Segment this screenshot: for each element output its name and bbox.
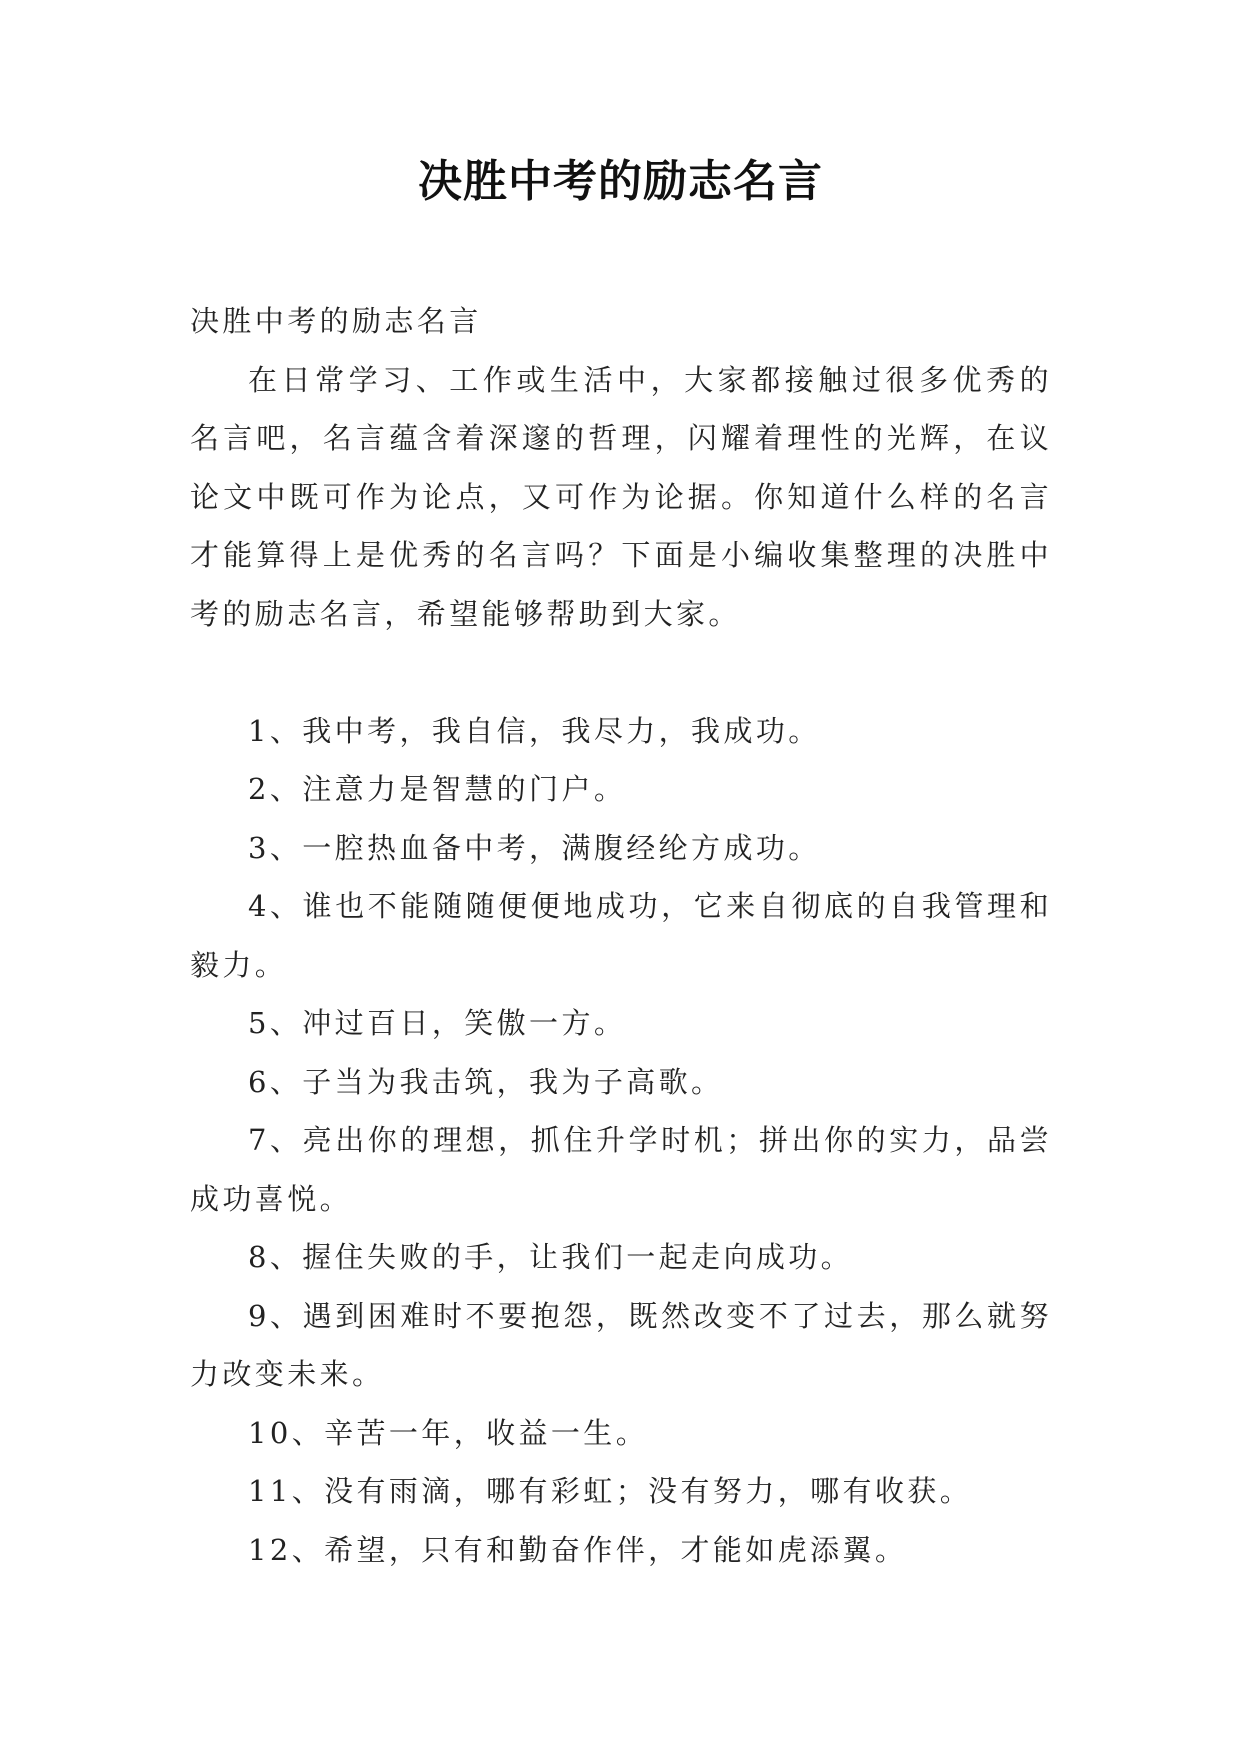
- quote-item-12: 12、希望，只有和勤奋作伴，才能如虎添翼。: [248, 1532, 908, 1567]
- quote-item-4: 4、谁也不能随随便便地成功，它来自彻底的自我管理和毅力。: [190, 889, 1052, 982]
- quote-item-5: 5、冲过百日，笑傲一方。: [248, 1006, 627, 1040]
- document-title: 决胜中考的励志名言: [418, 156, 823, 207]
- quote-item-2: 2、注意力是智慧的门户。: [248, 772, 627, 806]
- quote-item-8: 8、握住失败的手，让我们一起走向成功。: [248, 1240, 854, 1274]
- quote-item-3: 3、一腔热血备中考，满腹经纶方成功。: [248, 830, 821, 865]
- quote-item-9: 9、遇到困难时不要抱怨，既然改变不了过去，那么就努力改变未来。: [190, 1298, 1052, 1391]
- quote-item-11: 11、没有雨滴，哪有彩虹；没有努力，哪有收获。: [248, 1474, 973, 1508]
- quote-item-7: 7、亮出你的理想，抓住升学时机；拼出你的实力，品尝成功喜悦。: [190, 1123, 1052, 1216]
- document-subtitle: 决胜中考的励志名言: [190, 304, 482, 338]
- intro-paragraph: 在日常学习、工作或生活中，大家都接触过很多优秀的名言吧，名言蕴含着深邃的哲理，闪耀着理性的光辉，在议论文中既可作为论点，又可作为论据。你知道什么样的名言才能算得上是优秀的名言吗？下面是小编收集整理的决胜中考的励志名言，希望能够帮助到大家。: [190, 362, 1052, 631]
- quote-item-6: 6、子当为我击筑，我为子高歌。: [248, 1064, 724, 1099]
- quote-item-10: 10、辛苦一年，收益一生。: [248, 1415, 649, 1450]
- document-body: [190, 292, 1052, 1579]
- paragraph-spacer: [190, 643, 1052, 702]
- quote-item-1: 1、我中考，我自信，我尽力，我成功。: [248, 713, 821, 748]
